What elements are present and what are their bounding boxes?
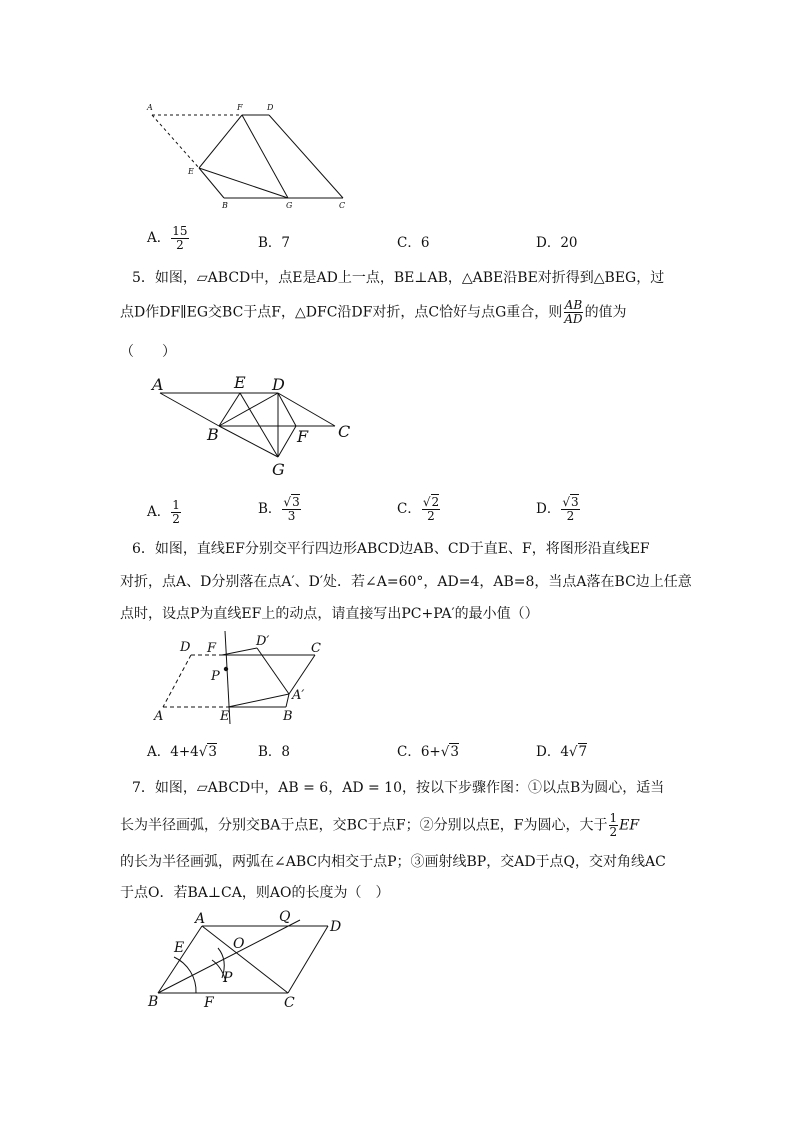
q5-label-a: A xyxy=(152,375,164,394)
q5-option-a-num: 1 xyxy=(172,498,180,512)
q6-label-f: F xyxy=(207,641,217,656)
q7-fraction xyxy=(609,812,619,839)
q6-figure xyxy=(148,628,338,728)
q5-line-2-suffix: 的值为 xyxy=(584,304,627,321)
q5-fraction-den: AD xyxy=(564,312,583,326)
q7-line-3: 的长为半径画弧，两弧在∠ABC内相交于点P；③画射线BP，交AD于点Q，交对角线AC xyxy=(120,854,666,870)
q7-label-d: D xyxy=(330,919,342,935)
q5-option-c-den: 2 xyxy=(427,509,435,523)
q6-label-d: D xyxy=(180,640,191,655)
q5-label-e: E xyxy=(234,373,246,392)
q5-fraction-num: AB xyxy=(564,298,583,312)
q5-option-c-num: 2 xyxy=(431,495,440,509)
q7-label-f: F xyxy=(204,995,214,1011)
q5-option-b-label: B． xyxy=(258,501,282,517)
q6-option-a-radicand: 3 xyxy=(208,744,217,760)
q4-option-b: B．7 xyxy=(258,235,291,251)
q7-label-b: B xyxy=(148,994,159,1010)
q4-option-c: C．6 xyxy=(397,235,430,251)
q5-option-c-label: C． xyxy=(397,501,421,517)
q4-option-a xyxy=(147,225,190,252)
q6-label-e: E xyxy=(220,709,230,724)
q7-label-e: E xyxy=(174,940,185,956)
q4-label-b: B xyxy=(222,201,228,210)
q5-label-f: F xyxy=(297,427,309,446)
q7-label-c: C xyxy=(284,995,295,1011)
q6-label-aprime: A′ xyxy=(292,688,305,703)
q7-label-o: O xyxy=(233,936,245,952)
q5-option-c-fraction: $\frac{√2}{2}$ xyxy=(422,495,440,523)
q4-option-a-num: 15 xyxy=(172,224,188,238)
q5-option-a-den: 2 xyxy=(172,512,180,526)
q6-option-c-label: C．6+ xyxy=(397,744,441,760)
q6-option-d-radicand: 7 xyxy=(578,744,588,760)
q6-label-dprime: D′ xyxy=(256,634,270,649)
q7-fraction-num: 1 xyxy=(609,811,618,825)
q6-option-a: A．4+4√3 xyxy=(147,744,217,760)
q4-option-a-den: 2 xyxy=(176,238,184,252)
q6-line-2: 对折，点A、D分别落在点A′、D′处．若∠A=60°，AD=4，AB=8，当点A落在BC边上任意 xyxy=(120,574,692,590)
q7-line-4: 于点O．若BA⊥CA，则AO的长度为（ ） xyxy=(120,885,390,901)
q5-label-b: B xyxy=(207,425,219,444)
q5-option-a-label: A． xyxy=(147,504,171,520)
q7-label-p: P xyxy=(223,970,233,986)
q5-line-1: 5．如图，▱ABCD中，点E是AD上一点，BE⊥AB，△ABE沿BE对折得到△BEG，过 xyxy=(132,270,665,286)
q7-label-a: A xyxy=(195,911,206,927)
q7-line-2-text: 长为半径画弧，分别交BA于点E，交BC于点F；②分别以点E，F为圆心，大于 xyxy=(120,817,608,834)
q5-option-d xyxy=(536,496,581,523)
q6-option-b: B．8 xyxy=(258,744,291,760)
q6-label-c: C xyxy=(311,641,321,656)
q7-line-1: 7．如图，▱ABCD中，AB = 6，AD = 10，按以下步骤作图：①以点B为圆心，适当 xyxy=(132,780,665,796)
q5-option-c xyxy=(397,496,441,523)
q4-option-a-fraction xyxy=(171,225,188,252)
q4-option-d: D．20 xyxy=(536,235,578,251)
q5-option-a xyxy=(147,499,182,526)
q6-label-p: P xyxy=(211,669,220,684)
q5-line-2 xyxy=(120,299,627,326)
q6-line-1: 6．如图，直线EF分别交平行四边形ABCD边AB、CD于直E、F，将图形沿直线EF xyxy=(132,541,650,557)
q5-option-d-den: 2 xyxy=(566,509,575,523)
q7-line-2 xyxy=(120,812,639,839)
q5-option-d-fraction: $\frac{√3}{2}$ xyxy=(562,495,579,523)
q6-line-3: 点时，设点P为直线EF上的动点，请直接写出PC+PA′的最小值（） xyxy=(120,606,539,622)
q4-label-a: A xyxy=(147,103,153,112)
q6-option-d-label: D．4 xyxy=(536,744,569,760)
q5-line-3: （ ） xyxy=(120,344,176,360)
q5-fraction xyxy=(563,299,583,326)
q6-option-c: C．6+√3 xyxy=(397,744,459,760)
q7-fraction-den: 2 xyxy=(609,825,618,839)
q6-option-a-label: A．4+4 xyxy=(147,744,199,760)
q4-label-f: F xyxy=(237,103,243,112)
q7-figure xyxy=(140,905,350,1015)
q5-option-b-fraction: $\frac{√3}{3}$ xyxy=(283,495,300,523)
q6-option-c-radicand: 3 xyxy=(450,744,459,760)
q6-option-d: D．4√7 xyxy=(536,744,588,760)
q6-label-a: A xyxy=(154,709,164,724)
q6-label-b: B xyxy=(283,709,293,724)
q5-label-c: C xyxy=(338,422,351,441)
q5-option-b-num: 3 xyxy=(292,495,300,509)
q5-option-d-label: D． xyxy=(536,501,561,517)
q5-option-b xyxy=(258,496,302,523)
q5-figure xyxy=(148,372,358,482)
q4-figure xyxy=(140,98,360,213)
q5-line-2-text: 点D作DF∥EG交BC于点F，△DFC沿DF对折，点C恰好与点G重合，则 xyxy=(120,304,563,321)
q5-label-g: G xyxy=(272,460,285,479)
q4-label-c: C xyxy=(339,201,346,210)
q5-option-a-fraction xyxy=(171,499,181,526)
q4-label-d: D xyxy=(267,103,274,112)
q7-line-2-suffix: EF xyxy=(619,817,640,834)
q4-label-g: G xyxy=(286,201,293,210)
q4-option-a-label: A． xyxy=(147,230,171,246)
q4-label-e: E xyxy=(188,167,194,176)
q7-label-q: Q xyxy=(279,909,291,925)
q5-option-b-den: 3 xyxy=(287,509,296,523)
q5-label-d: D xyxy=(272,375,285,394)
q5-option-d-num: 3 xyxy=(570,495,579,509)
